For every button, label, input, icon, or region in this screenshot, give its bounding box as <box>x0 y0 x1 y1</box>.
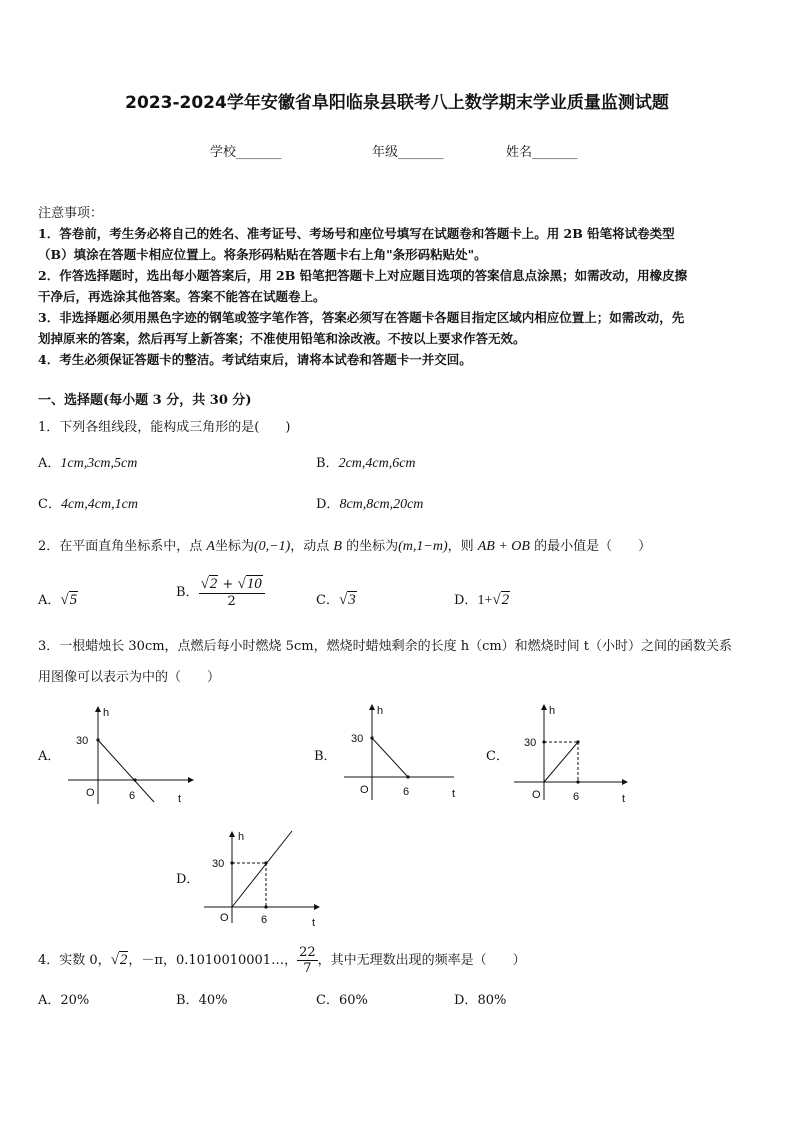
option-label: B． <box>316 456 339 471</box>
notice-line: 划掉原来的答案，然后再写上新答案；不准使用铅笔和涂改液。不按以上要求作答无效。 <box>38 331 526 346</box>
q2-expression: AB + OB <box>477 539 530 554</box>
graph-c <box>508 700 638 810</box>
origin-label: O <box>86 787 95 799</box>
radicand: 2 <box>501 592 510 608</box>
option-text: 40% <box>198 993 228 1008</box>
q2-coord-a: (0,−1) <box>253 539 291 554</box>
q2-text: 的坐标为 <box>341 539 399 554</box>
radicand: 3 <box>348 592 356 608</box>
q2-coord-b: (m,1−m) <box>398 539 448 554</box>
option-text: 2cm,4cm,6cm <box>338 456 416 471</box>
notice-line: 3．非选择题必须用黑色字迹的钢笔或签字笔作答，答案必须写在答题卡各题目指定区域内相应位置上；如需改动，先 <box>38 310 685 325</box>
graph-d-label: D． <box>176 872 200 887</box>
question-3-line-1: 3．一根蜡烛长 30cm，点燃后每小时燃烧 5cm，燃烧时蜡烛剩余的长度 h（cm）和燃烧时间 t（小时）之间的函数关系 <box>38 639 733 654</box>
option-label: B． <box>176 585 199 600</box>
sqrt-sign: √3 <box>338 592 356 608</box>
origin-label: O <box>360 784 369 796</box>
x-tick: 6 <box>403 786 410 798</box>
notice-line: 2．作答选择题时，选出每小题答案后，用 2B 铅笔把答题卡上对应题目选项的答案信息点涂黑；如需改动，用橡皮擦 <box>38 268 688 283</box>
q4-text: 4．实数 0， <box>38 953 111 968</box>
y-axis-label: h <box>377 705 384 717</box>
q2-option-c <box>316 589 357 609</box>
radicand: 2 <box>119 952 128 968</box>
question-3-line-2: 用图像可以表示为中的（ ） <box>38 670 221 685</box>
q2-option-b <box>176 576 265 609</box>
question-1-stem: 1．下列各组线段，能构成三角形的是( ) <box>38 420 291 435</box>
q2-text: 坐标为 <box>214 539 254 554</box>
name-field: 姓名_______ <box>506 145 578 160</box>
y-axis-label: h <box>549 705 556 717</box>
option-label: D． <box>454 593 478 608</box>
graph-d <box>198 825 328 930</box>
option-label: A． <box>38 593 61 608</box>
q2-option-d <box>454 589 510 609</box>
graph-a <box>60 700 200 810</box>
notice-heading: 注意事项： <box>38 206 104 221</box>
q2-option-a <box>38 589 78 609</box>
sqrt-sign: √5 <box>60 592 78 608</box>
option-label: B． <box>176 993 199 1008</box>
q4-text: ，其中无理数出现的频率是（ ） <box>317 953 526 968</box>
q4-option-c <box>316 989 368 1008</box>
origin-label: O <box>532 789 541 801</box>
graph-b <box>336 700 466 810</box>
q1-option-d <box>316 493 423 513</box>
x-axis-label: t <box>178 793 182 805</box>
numerator: 22 <box>299 945 316 960</box>
plus-sign: + <box>218 577 238 592</box>
option-text: 8cm,8cm,20cm <box>339 497 424 512</box>
fraction: $\frac{√2 + √10}{2}$ <box>199 576 265 609</box>
x-tick: 6 <box>129 790 136 802</box>
y-tick: 30 <box>76 735 89 747</box>
fraction <box>297 945 318 976</box>
option-text: 4cm,4cm,1cm <box>60 497 138 512</box>
option-label: C． <box>316 593 339 608</box>
option-text: 1cm,3cm,5cm <box>60 456 138 471</box>
q2-point-b: B <box>333 539 342 554</box>
q4-text: ，－π，0.1010010001…， <box>128 953 298 968</box>
page-title: 2023-2024学年安徽省阜阳临泉县联考八上数学期末学业质量监测试题 <box>125 93 669 113</box>
radicand: 2 <box>209 576 218 592</box>
q1-option-a <box>38 452 137 472</box>
x-axis-label: t <box>452 788 456 800</box>
sqrt-sign: √2 <box>110 952 128 968</box>
section-heading: 一、选择题(每小题 3 分，共 30 分) <box>38 393 252 408</box>
notice-line: 1．答卷前，考生务必将自己的姓名、准考证号、考场号和座位号填写在试题卷和答题卡上。用 2B 铅笔将试卷类型 <box>38 226 675 241</box>
option-text: 1+ <box>477 593 493 608</box>
x-axis-label: t <box>622 793 626 805</box>
q2-text: ，则 <box>447 539 478 554</box>
question-4-stem <box>38 945 526 976</box>
q4-option-a <box>38 989 89 1008</box>
y-tick: 30 <box>351 733 364 745</box>
radicand: 5 <box>69 592 78 608</box>
q2-point-a: A <box>206 539 215 554</box>
option-text: 80% <box>477 993 507 1008</box>
radicand: 10 <box>246 576 262 592</box>
x-axis-label: t <box>312 917 316 929</box>
q2-text: ，动点 <box>290 539 334 554</box>
option-text: 60% <box>338 993 368 1008</box>
graph-c-label: C． <box>486 749 509 764</box>
option-label: D． <box>454 993 478 1008</box>
graph-b-label: B． <box>314 749 337 764</box>
option-text: 20% <box>60 993 90 1008</box>
x-tick: 6 <box>573 791 580 803</box>
graph-a-label: A． <box>38 749 61 764</box>
y-tick: 30 <box>524 737 537 749</box>
option-label: D． <box>316 497 340 512</box>
q2-text: 的最小值是（ ） <box>529 539 652 554</box>
notice-line: 干净后，再选涂其他答案。答案不能答在试题卷上。 <box>38 289 326 304</box>
sqrt-sign: √2 <box>492 592 510 608</box>
origin-label: O <box>220 912 229 924</box>
notice-line: （B）填涂在答题卡相应位置上。将条形码粘贴在答题卡右上角"条形码粘贴处"。 <box>38 247 487 262</box>
q4-option-b <box>176 989 227 1008</box>
option-label: C． <box>316 993 339 1008</box>
q2-text: 2．在平面直角坐标系中，点 <box>38 539 207 554</box>
y-axis-label: h <box>238 831 245 843</box>
denominator: 2 <box>227 594 236 609</box>
denominator: 7 <box>303 961 312 976</box>
school-field: 学校_______ <box>210 145 282 160</box>
y-tick: 30 <box>212 858 225 870</box>
q1-option-c <box>38 493 138 513</box>
y-axis-label: h <box>103 707 110 719</box>
option-label: A． <box>38 993 61 1008</box>
grade-field: 年级_______ <box>372 145 444 160</box>
x-tick: 6 <box>261 914 268 926</box>
q1-option-b <box>316 452 416 472</box>
q4-option-d <box>454 989 506 1008</box>
option-label: C． <box>38 497 61 512</box>
option-label: A． <box>38 456 61 471</box>
notice-line: 4．考生必须保证答题卡的整洁。考试结束后，请将本试卷和答题卡一并交回。 <box>38 352 472 367</box>
question-2-stem <box>38 535 651 555</box>
